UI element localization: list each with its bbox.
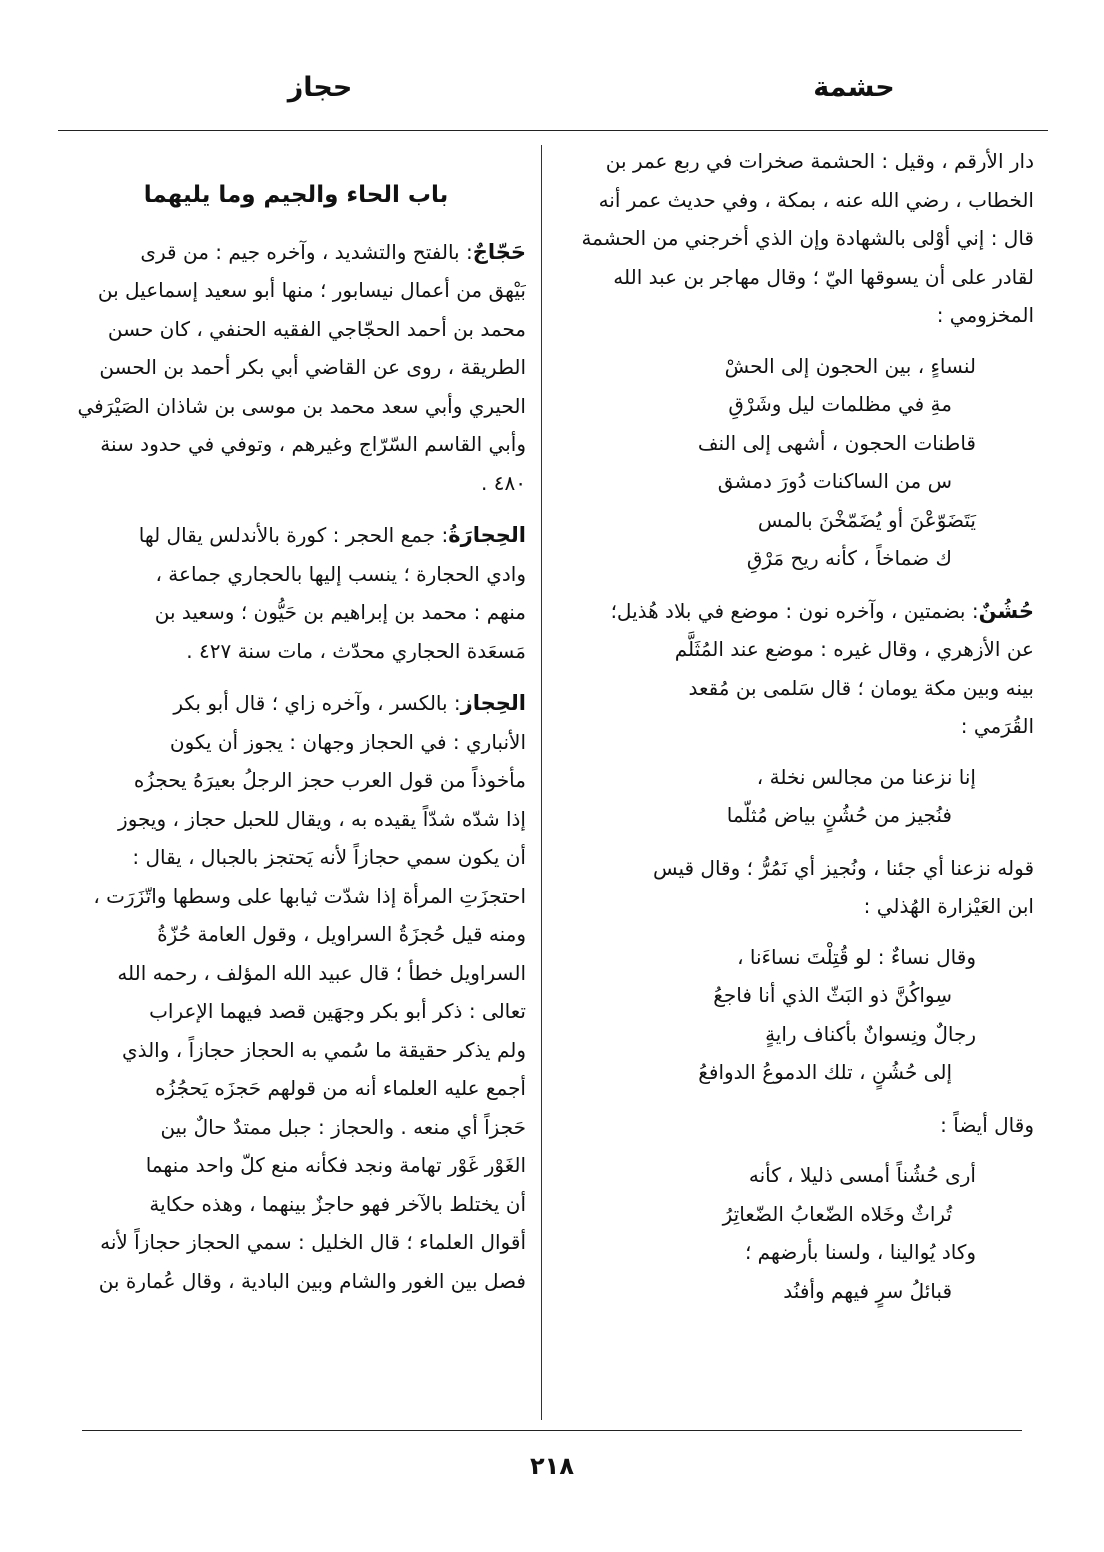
right-column	[554, 142, 1034, 1427]
text-line	[66, 516, 526, 555]
header-rule	[58, 130, 1048, 131]
entry-headword: الحِجاز	[460, 691, 526, 715]
text-line: أن يكون سمي حجازاً لأنه يَحتجز بالجبال ، يقال :	[132, 845, 526, 869]
verse-hemistich: تُراثٌ وخَلاه الضّعابُ الضّعاتِرُ	[722, 1201, 952, 1226]
text-line: منهم : محمد بن إبراهيم بن حَيُّون ؛ وسعيد بن	[154, 600, 526, 624]
verse-hemistich: لنساءٍ ، بين الحجون إلى الحشْ	[724, 353, 976, 378]
text-line: ومنه قيل حُجزَةُ السراويل ، وقول العامة حُزّةُ	[157, 922, 526, 946]
text-line: وقال أيضاً :	[940, 1112, 1034, 1137]
verse-hemistich: إنا نزعنا من مجالس نخلة ،	[756, 764, 976, 789]
page-header	[60, 72, 1044, 122]
text-line: بينه وبين مكة يومان ؛ قال سَلمى بن مُقعد	[688, 675, 1034, 700]
footer-rule	[82, 1430, 1022, 1431]
verse-hemistich: وقال نساءٌ : لو قُتِلْتَ نساءَنا ،	[737, 944, 976, 969]
text-line: أقوال العلماء ؛ قال الخليل : سمي الحجاز حجازاً لأنه	[100, 1230, 526, 1254]
text-line: ابن العَيْزارة الهُذلي :	[863, 894, 1034, 918]
entry-text: : جمع الحجر : كورة بالأندلس يقال لها	[138, 523, 449, 547]
verse-hemistich: ك ضماخاً ، كأنه ريح مَرْقِ	[746, 546, 952, 570]
verse-hemistich: فنُجيز من حُشُنٍ بياض مُثلّما	[726, 803, 952, 827]
verse-hemistich: س من الساكنات دُورَ دمشق	[717, 469, 952, 493]
text-line: عن الأزهري ، وقال غيره : موضع عند المُثَلَّم	[674, 637, 1034, 661]
entry-headword: حَجّاجٌ	[472, 239, 526, 264]
text-line: حَجزاً أي منعه . والحجاز : جبل ممتدٌ حالٌ بين	[160, 1114, 526, 1139]
text-line: الخطاب ، رضي الله عنه ، بمكة ، وفي حديث عمر أنه	[598, 187, 1034, 212]
verse-hemistich: قاطنات الحجون ، أشهى إلى النف	[697, 430, 976, 455]
text-line: الغَوْر غَوْر تهامة ونجد فكأنه منع كلّ واحد منهما	[145, 1153, 526, 1177]
verse-hemistich: سِواكُنَّ ذو البَثّ الذي أنا فاجعُ	[713, 983, 952, 1007]
text-line: السراويل خطأ ؛ قال عبيد الله المؤلف ، رحمه الله	[117, 960, 526, 985]
text-line: لقادر على أن يسوقها اليّ ؛ وقال مهاجر بن عبد الله	[613, 264, 1034, 289]
text-line: أن يختلط بالآخر فهو حاجزٌ بينهما ، وهذه حكاية	[149, 1191, 526, 1216]
running-head-right: حشمة	[813, 72, 895, 103]
entry-text: : بالكسر ، وآخره زاي ؛ قال أبو بكر	[173, 691, 461, 715]
text-line: الحيري وأبي سعد محمد بن موسى بن شاذان الصَيْرَفي	[77, 393, 526, 418]
poem-block	[554, 1156, 1034, 1310]
text-line: بَيْهق من أعمال نيسابور ؛ منها أبو سعيد إسماعيل بن	[97, 278, 526, 302]
text-line: ٤٨٠ .	[481, 470, 526, 495]
left-column	[66, 142, 526, 1427]
verse-hemistich: قبائلُ سرٍ فيهم وأفنُد	[783, 1278, 952, 1303]
text-line: القُرَمي :	[960, 714, 1034, 738]
entry-text: : بضمتين ، وآخره نون : موضع في بلاد هُذيل؛	[610, 598, 979, 623]
text-line: مَسعَدة الحجاري محدّث ، مات سنة ٤٢٧ .	[186, 638, 526, 663]
verse-hemistich: أرى حُشُناً أمسى ذليلا ، كأنه	[748, 1163, 976, 1187]
text-line: أجمع عليه العلماء أنه من قولهم حَجزَه يَحجُزُه	[155, 1076, 526, 1100]
intro-paragraph	[554, 142, 1034, 335]
poem-block	[554, 347, 1034, 578]
verse-hemistich: وكاد يُوالينا ، ولسنا بأرضهم ؛	[744, 1240, 976, 1264]
column-divider	[541, 145, 542, 1420]
text-line: تعالى : ذكر أبو بكر وجهَين قصد فيهما الإعراب	[149, 999, 526, 1023]
text-line: وادي الحجارة ؛ ينسب إليها بالحجاري جماعة ،	[155, 561, 526, 586]
verse-hemistich: يَتَضَوّعْنَ أو يُضَمّخْنَ بالمس	[757, 507, 976, 532]
text-line: فصل بين الغور والشام وبين البادية ، وقال عُمارة بن	[98, 1268, 526, 1293]
running-head-left: حجاز	[287, 72, 353, 103]
text-line	[554, 592, 1034, 631]
entry-headword: حُشُنٌ	[978, 598, 1034, 623]
text-line: وأبي القاسم السّرّاج وغيرهم ، وتوفي في حدود سنة	[100, 432, 526, 456]
verse-hemistich: رجالٌ ونِسوانٌ بأكناف رايةٍ	[765, 1021, 976, 1046]
text-line: قال : إني أوْلى بالشهادة وإن الذي أخرجني من الحشمة	[581, 226, 1034, 250]
section-title: باب الحاء والجيم وما يليهما	[143, 182, 449, 208]
text-line: الطريقة ، روى عن القاضي أبي بكر أحمد بن الحسن	[99, 355, 526, 379]
entry-hushun	[554, 592, 1034, 746]
entry-text: : بالفتح والتشديد ، وآخره جيم : من قرى	[140, 239, 473, 264]
entry-headword: الحِجارَةُ	[448, 523, 526, 547]
entry-hajjaj	[66, 233, 526, 503]
text-line	[66, 684, 526, 723]
page-number: ٢١٨	[530, 1452, 574, 1480]
text-line: احتجزَتِ المرأة إذا شدّت ثيابها على وسطها واتّزَرَت ،	[93, 883, 526, 908]
text-line: دار الأرقم ، وقيل : الحشمة صخرات في ربع عمر بن	[605, 149, 1034, 173]
also-said-line	[554, 1106, 1034, 1145]
text-line: ولم يذكر حقيقة ما سُمي به الحجاز حجازاً ، والذي	[121, 1037, 526, 1062]
verse-hemistich: مةِ في مظلمات ليل وشَرْقِ	[728, 392, 952, 416]
verse-hemistich: إلى حُشُنٍ ، تلك الدموعُ الدوافعُ	[698, 1060, 952, 1084]
poem-block	[554, 938, 1034, 1092]
gloss-paragraph	[554, 849, 1034, 926]
entry-hijara	[66, 516, 526, 670]
text-line: مأخوذاً من قول العرب حجز الرجلُ بعيرَهُ يحجزُه	[133, 768, 526, 792]
text-line: المخزومي :	[936, 303, 1034, 327]
text-line: قوله نزعنا أي جئنا ، ونُجيز أي نَمُرُّ ؛ وقال قيس	[652, 855, 1034, 880]
poem-block	[554, 758, 1034, 835]
text-line	[66, 233, 526, 272]
text-line: محمد بن أحمد الحجّاجي الفقيه الحنفي ، كان حسن	[107, 316, 526, 341]
entry-hijaz	[66, 684, 526, 1300]
text-line: إذا شدّه شدّاً يقيده به ، ويقال للحبل حجاز ، ويجوز	[118, 806, 526, 831]
text-line: الأنباري : في الحجاز وجهان : يجوز أن يكون	[169, 729, 526, 754]
